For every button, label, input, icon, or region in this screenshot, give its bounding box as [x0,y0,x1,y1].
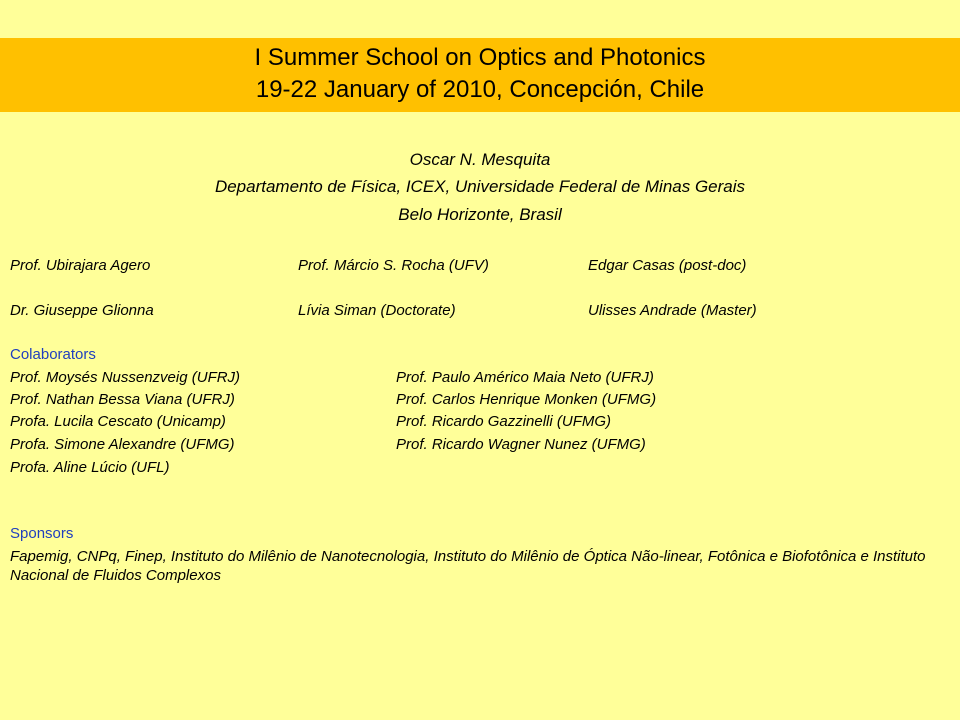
team-member: Prof. Márcio S. Rocha (UFV) [298,257,489,274]
author-affiliation: Departamento de Física, ICEX, Universidade Federal de Minas Gerais [214,177,746,196]
collaborators-heading: Colaborators [10,346,96,363]
team-member: Prof. Ubirajara Agero [10,257,151,274]
sponsors-text: Fapemig, CNPq, Finep, Instituto do Milênio de Nanotecnologia, Instituto do Milênio de Óptica Não-linear, Fotônica e Biofotônica e Instituto Nacional de Fluidos Complexos [10,548,926,584]
title-banner [0,38,960,112]
collaborator-item: Prof. Paulo Américo Maia Neto (UFRJ) [396,369,654,386]
collaborator-item: Profa. Aline Lúcio (UFL) [10,459,170,476]
collaborator-item: Prof. Carlos Henrique Monken (UFMG) [396,391,657,408]
author-city: Belo Horizonte, Brasil [398,205,562,224]
collaborator-item: Prof. Moysés Nussenzveig (UFRJ) [10,369,241,386]
team-member: Edgar Casas (post-doc) [588,257,747,274]
collaborator-item: Prof. Nathan Bessa Viana (UFRJ) [10,391,235,408]
collaborator-item: Prof. Ricardo Wagner Nunez (UFMG) [396,436,646,453]
school-title: I Summer School on Optics and Photonics [254,44,706,71]
collaborator-item: Prof. Ricardo Gazzinelli (UFMG) [396,413,612,430]
school-date-location: 19-22 January of 2010, Concepción, Chile [255,76,705,103]
team-member: Dr. Giuseppe Glionna [10,302,154,319]
team-member: Ulisses Andrade (Master) [588,302,757,319]
author-name: Oscar N. Mesquita [409,150,551,169]
collaborator-item: Profa. Simone Alexandre (UFMG) [10,436,235,453]
team-member: Lívia Siman (Doctorate) [298,302,456,319]
collaborator-item: Profa. Lucila Cescato (Unicamp) [10,413,226,430]
sponsors-heading: Sponsors [10,525,74,542]
